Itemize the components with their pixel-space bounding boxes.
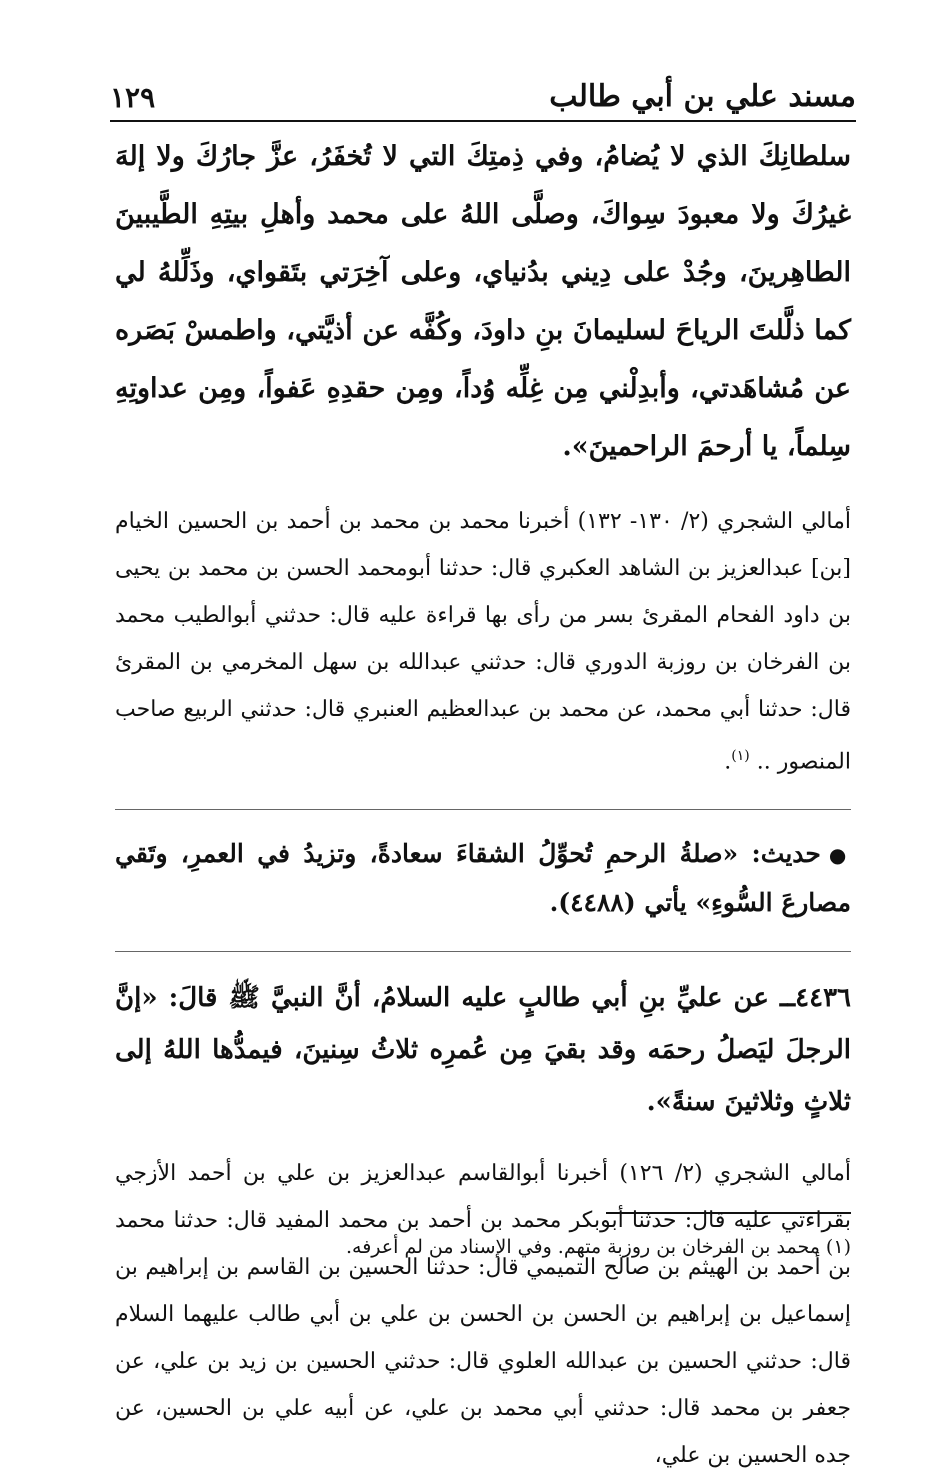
source-paragraph-2: أمالي الشجري (٢/ ١٢٦) أخبرنا أبوالقاسم عبدالعزيز بن علي بن أحمد الأزجي بقراءتي عليه قال: حدثنا أبوبكر محمد بن أحمد بن محمد المفيد قال: حدثنا محمد بن أحمد بن الهيثم بن صالح التميمي قال: حدثنا الحسين بن القاسم بن إبراهيم بن إسماعيل بن إبراهيم بن الحسن بن الحسن بن علي بن أبي طالب عليهما السلام قال: حدثني الحسين بن عبدالله العلوي قال: حدثني الحسين بن زيد بن علي، عن جعفر بن محمد قال: حدثني أبي محمد بن علي، عن أبيه علي بن الحسين، عن جده الحسين بن علي، — [115, 1161, 852, 1469]
source-paragraph-1: أمالي الشجري (٢/ ١٣٠- ١٣٢) أخبرنا محمد بن محمد بن أحمد بن الحسين الخيام [بن] عبدالعزيز بن الشاهد العكبري قال: حدثنا أبومحمد الحسن بن محمد بن يحيى بن داود الفحام المقرئ بسر من رأى بها قراءة عليه قال: حدثني أبوالطيب محمد بن الفرخان بن روزبة الدوري قال: حدثني عبدالله بن سهل المخرمي بن المقرئ قال: حدثنا أبي محمد، عن محمد بن عبدالعظيم العنبري قال: حدثني الربيع صاحب المنصور .. $^{(١)}$. — [115, 509, 852, 775]
footnote: (١) محمد بن الفرخان بن روزبة متهم. وفي الإسناد من لم أعرفه. — [346, 1236, 851, 1258]
cross-reference — [115, 830, 851, 927]
footnote-rule — [606, 1212, 851, 1214]
section-divider — [115, 809, 851, 810]
source-text-1: أمالي الشجري (٢/ ١٣٠- ١٣٢) أخبرنا محمد بن محمد بن أحمد بن الحسين الخيام [بن] عبدالعزيز بن الشاهد العكبري قال: حدثنا أبومحمد الحسن بن محمد بن يحيى بن داود الفحام المقرئ بسر من رأى بها قراءة عليه قال: حدثني أبوالطيب محمد بن الفرخان بن روزبة الدوري قال: حدثني عبدالله بن سهل المخرمي بن المقرئ قال: حدثنا أبي محمد، عن محمد بن عبدالعظيم العنبري قال: حدثني الربيع صاحب المنصور .. — [115, 509, 852, 775]
page-body — [115, 128, 851, 1479]
hadith-text-continued: سلطانِكَ الذي لا يُضامُ، وفي ذِمتِكَ التي لا تُخفَرُ، عزَّ جارُكَ ولا إلهَ غيرُكَ ولا معبودَ سِواكَ، وصلَّى اللهُ على محمد وأهلِ بيتِهِ الطَّيبينَ الطاهِرينَ، وجُدْ على دِيني بدُنياي، وعلى آخِرَتي بتَقواي، وذَلِّلهُ لي كما ذلَّلتَ الرياحَ لسليمانَ بنِ داودَ، وكُفَّه عن أذيَّتي، واطمسْ بَصَره عن مُشاهَدتي، وأبدِلْني مِن غِلِّه وُداً، ومِن حقدِهِ عَفواً، ومِن عداوتِهِ سِلماً، يا أرحمَ الراحمينَ». — [115, 141, 851, 462]
cross-reference-text: حديث: «صلةُ الرحمِ تُحوِّلُ الشقاءَ سعادةً، وتزيدُ في العمرِ، وتَقي مصارعَ السُّوءِ» يأتي (٤٤٨٨). — [115, 839, 851, 918]
hadith-4436: ٤٤٣٦ــ عن عليِّ بنِ أبي طالبٍ عليه السلامُ، أنَّ النبيَّ ﷺ قالَ: «إنَّ الرجلَ ليَصلُ رحمَه وقد بقيَ مِن عُمرِه ثلاثُ سِنينَ، فيمدُّها اللهُ إلى ثلاثٍ وثلاثينَ سنةً». — [115, 983, 851, 1118]
footnote-marker: (١) — [731, 748, 750, 764]
bullet-icon: ● — [828, 843, 852, 868]
section-divider-2 — [115, 951, 851, 952]
running-header — [110, 68, 856, 122]
running-title: مسند علي بن أبي طالب — [549, 79, 856, 114]
page-number: ١٢٩ — [110, 81, 156, 114]
